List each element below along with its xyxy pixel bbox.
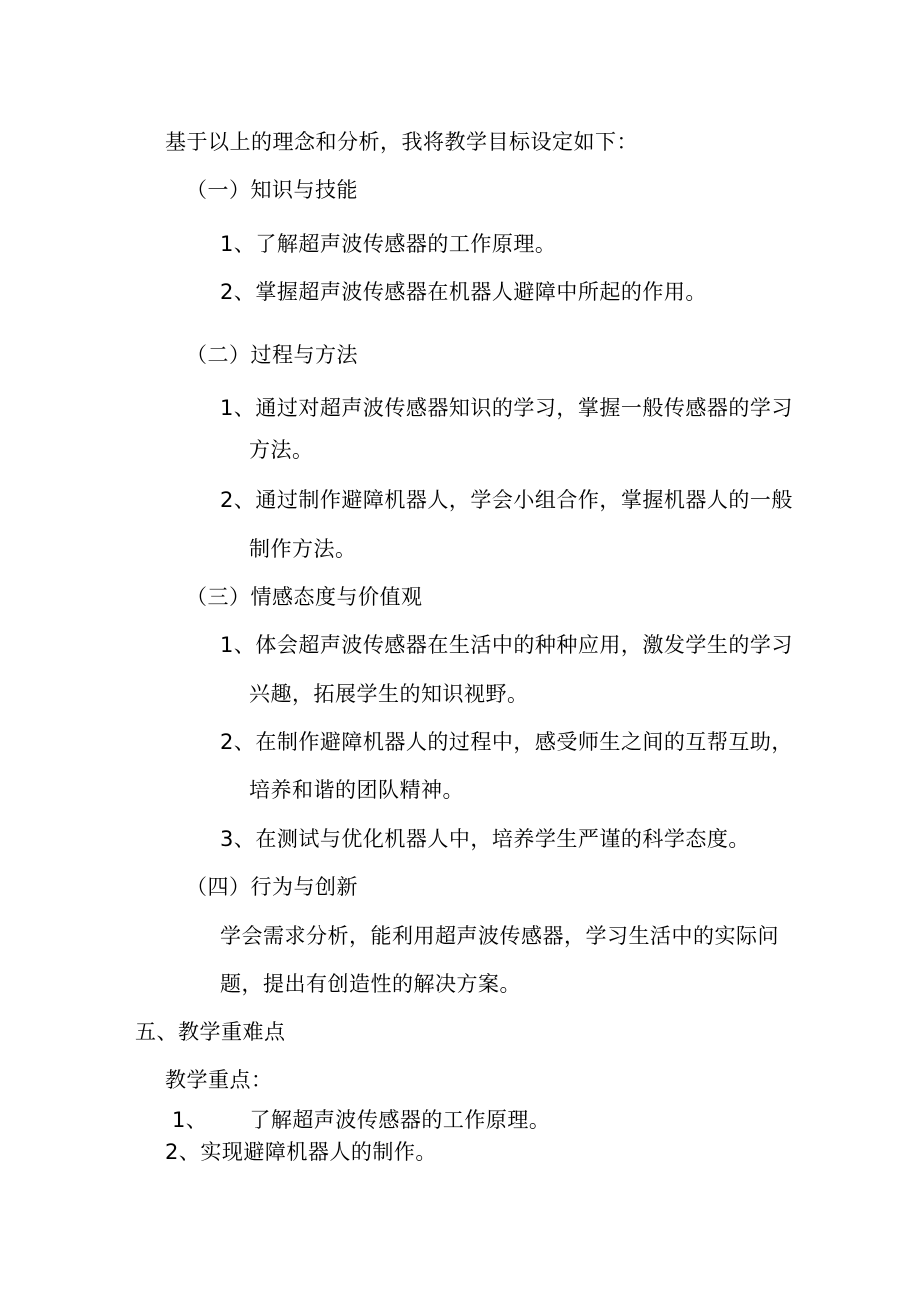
item-continuation: 方法。 <box>249 438 314 462</box>
list-item <box>172 1110 550 1131</box>
item-number: 1 <box>220 633 234 657</box>
item-text: 、掌握超声波传感器在机器人避障中所起的作用。 <box>233 280 707 304</box>
list-item <box>220 829 750 850</box>
item-text: 、实现避障机器人的制作。 <box>178 1140 437 1164</box>
list-item <box>165 1142 437 1163</box>
item-text: 、在制作避障机器人的过程中，感受师生之间的互帮互助， <box>233 730 793 754</box>
intro-text: 基于以上的理念和分析，我将教学目标设定如下： <box>165 130 638 154</box>
list-item <box>220 635 793 656</box>
item-text: 了解超声波传感器的工作原理。 <box>249 1108 551 1132</box>
item-number: 2 <box>165 1140 179 1164</box>
section-heading-knowledge: （一）知识与技能 <box>186 178 358 202</box>
item-text: 、了解超声波传感器的工作原理。 <box>233 232 557 256</box>
item-text: 、通过制作避障机器人，学会小组合作，掌握机器人的一般 <box>233 488 793 512</box>
item-continuation: 兴趣，拓展学生的知识视野。 <box>249 682 529 706</box>
item-number: 3 <box>220 827 234 851</box>
paragraph-line: 题，提出有创造性的解决方案。 <box>220 972 521 996</box>
item-text: 、通过对超声波传感器知识的学习，掌握一般传感器的学习 <box>233 396 793 420</box>
paragraph-line: 学会需求分析，能利用超声波传感器，学习生活中的实际问 <box>220 924 779 948</box>
item-number: 2 <box>220 730 234 754</box>
list-item <box>220 398 793 419</box>
item-number: 2 <box>220 280 234 304</box>
list-item <box>220 732 793 753</box>
item-number: 1 <box>172 1108 186 1132</box>
item-text: 、体会超声波传感器在生活中的种种应用，激发学生的学习 <box>233 633 793 657</box>
part5-subheading: 教学重点： <box>165 1068 273 1092</box>
item-number: 1 <box>220 232 234 256</box>
item-separator: 、 <box>185 1108 208 1132</box>
item-text: 、在测试与优化机器人中，培养学生严谨的科学态度。 <box>233 827 750 851</box>
part5-heading: 五、教学重难点 <box>135 1020 286 1044</box>
list-item <box>220 490 793 511</box>
list-item <box>220 234 556 255</box>
section-heading-process: （二）过程与方法 <box>186 343 358 367</box>
item-continuation: 制作方法。 <box>249 537 357 561</box>
section-heading-emotion: （三）情感态度与价值观 <box>186 585 423 609</box>
item-continuation: 培养和谐的团队精神。 <box>249 778 464 802</box>
item-number: 2 <box>220 488 234 512</box>
section-heading-innovation: （四）行为与创新 <box>186 875 358 899</box>
list-item <box>220 282 707 303</box>
item-number: 1 <box>220 396 234 420</box>
